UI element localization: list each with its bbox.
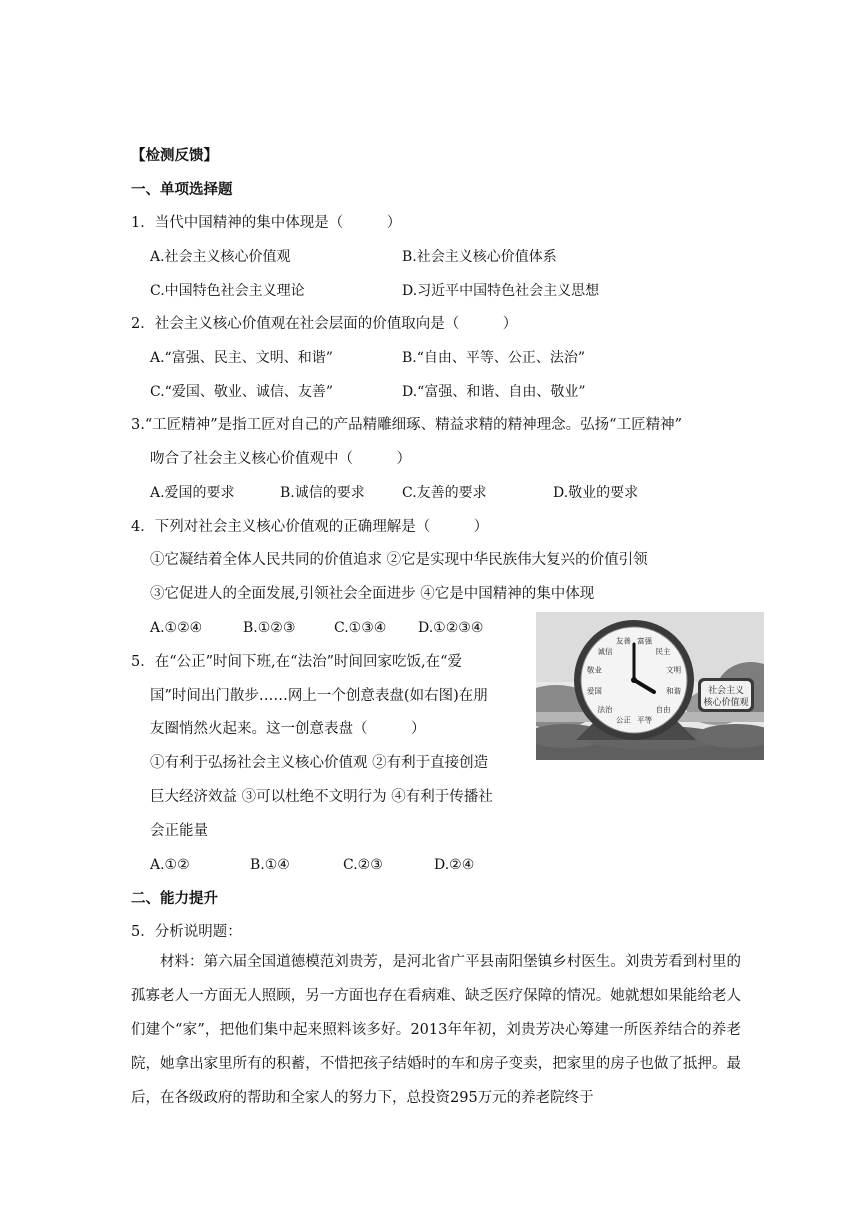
- clock-word: 爱国: [586, 686, 602, 696]
- clock-word: 敬业: [586, 665, 602, 675]
- q5-option-b: B.①④: [250, 857, 290, 873]
- q4-option-c: C.①③④: [334, 620, 387, 636]
- clock-sign-line1: 社会主义: [707, 685, 745, 695]
- question-5-stem-line1: 5．在“公正”时间下班,在“法治”时间回家吃饭,在“爱: [131, 654, 463, 670]
- q5-statement-line3: 会正能量: [150, 823, 208, 839]
- question-2-stem: 2．社会主义核心价值观在社会层面的价值取向是（ ）: [131, 316, 518, 332]
- clock-word: 法治: [597, 705, 613, 714]
- section-ability-heading: 二、能力提升: [131, 891, 218, 907]
- q1-option-b: B.社会主义核心价值体系: [402, 249, 557, 265]
- question-3-stem-line1: 3.“工匠精神”是指工匠对自己的产品精雕细琢、精益求精的精神理念。弘扬“工匠精神”: [131, 417, 682, 433]
- clock-word: 自由: [655, 705, 671, 714]
- clock-word: 富强: [637, 636, 653, 646]
- q2-option-a: A.“富强、民主、文明、和谐”: [150, 350, 333, 366]
- q5-option-d: D.②④: [434, 857, 475, 873]
- q5-option-a: A.①②: [150, 857, 190, 873]
- q5-statement-line2: 巨大经济效益 ③可以杜绝不文明行为 ④有利于传播社: [150, 789, 493, 805]
- question-5-stem-line2: 国”时间出门散步……网上一个创意表盘(如右图)在朋: [150, 688, 488, 704]
- q3-option-d: D.敬业的要求: [553, 485, 639, 501]
- q2-option-d: D.“富强、和谐、自由、敬业”: [402, 384, 586, 400]
- clock-word: 平等: [637, 715, 653, 725]
- q2-option-c: C.“爱国、敬业、诚信、友善”: [150, 384, 333, 400]
- clock-word: 诚信: [597, 647, 613, 656]
- q3-option-a: A.爱国的要求: [150, 485, 235, 501]
- question-3-stem-line2: 吻合了社会主义核心价值观中（ ）: [150, 451, 411, 467]
- question-5-stem-line3: 友圈悄然火起来。这一创意表盘（ ）: [150, 721, 426, 737]
- section-feedback-heading: 【检测反馈】: [131, 148, 218, 164]
- clock-word: 文明: [666, 665, 682, 675]
- clock-word: 公正: [615, 715, 631, 725]
- section-single-choice-heading: 一、单项选择题: [131, 182, 233, 198]
- q1-option-c: C.中国特色社会主义理论: [150, 283, 305, 299]
- q3-option-b: B.诚信的要求: [280, 485, 365, 501]
- q4-option-d: D.①②③④: [418, 620, 484, 636]
- q4-option-a: A.①②④: [150, 620, 203, 636]
- q4-statement-line2: ③它促进人的全面发展,引领社会全面进步 ④它是中国精神的集中体现: [150, 586, 595, 602]
- q1-option-a: A.社会主义核心价值观: [150, 249, 291, 265]
- clock-sign-line2: 核心价值观: [703, 697, 749, 707]
- q2-option-b: B.“自由、平等、公正、法治”: [402, 350, 586, 366]
- material-paragraph: 材料：第六届全国道德模范刘贵芳，是河北省广平县南阳堡镇乡村医生。刘贵芳看到村里的孤寡老人一方面无人照顾，另一方面也存在看病难、缺乏医疗保障的情况。她就想如果能给老人们建个“家”，把他们集中起来照料该多好。2013年年初，刘贵芳决心筹建一所医养结合的养老院，她拿出家里所有的积蓄，不惜把孩子结婚时的车和房子变卖，把家里的房子也做了抵押。最后，在各级政府的帮助和全家人的努力下，总投资295万元的养老院终于: [131, 954, 741, 1106]
- q3-option-c: C.友善的要求: [402, 485, 487, 501]
- question-6-stem: 5．分析说明题：: [131, 924, 242, 940]
- clock-word: 和谐: [666, 686, 682, 696]
- clock-word: 友善: [615, 636, 631, 646]
- q4-statement-line1: ①它凝结着全体人民共同的价值追求 ②它是实现中华民族伟大复兴的价值引领: [150, 552, 648, 568]
- clock-dial-photo: [536, 612, 764, 760]
- q1-option-d: D.习近平中国特色社会主义思想: [402, 283, 600, 299]
- question-4-stem: 4．下列对社会主义核心价值观的正确理解是（ ）: [131, 519, 489, 535]
- q4-option-b: B.①②③: [243, 620, 296, 636]
- q5-option-c: C.②③: [343, 857, 383, 873]
- clock-word: 民主: [655, 647, 671, 656]
- q5-statement-line1: ①有利于弘扬社会主义核心价值观 ②有利于直接创造: [150, 755, 489, 771]
- question-1-stem: 1．当代中国精神的集中体现是（ ）: [131, 215, 402, 231]
